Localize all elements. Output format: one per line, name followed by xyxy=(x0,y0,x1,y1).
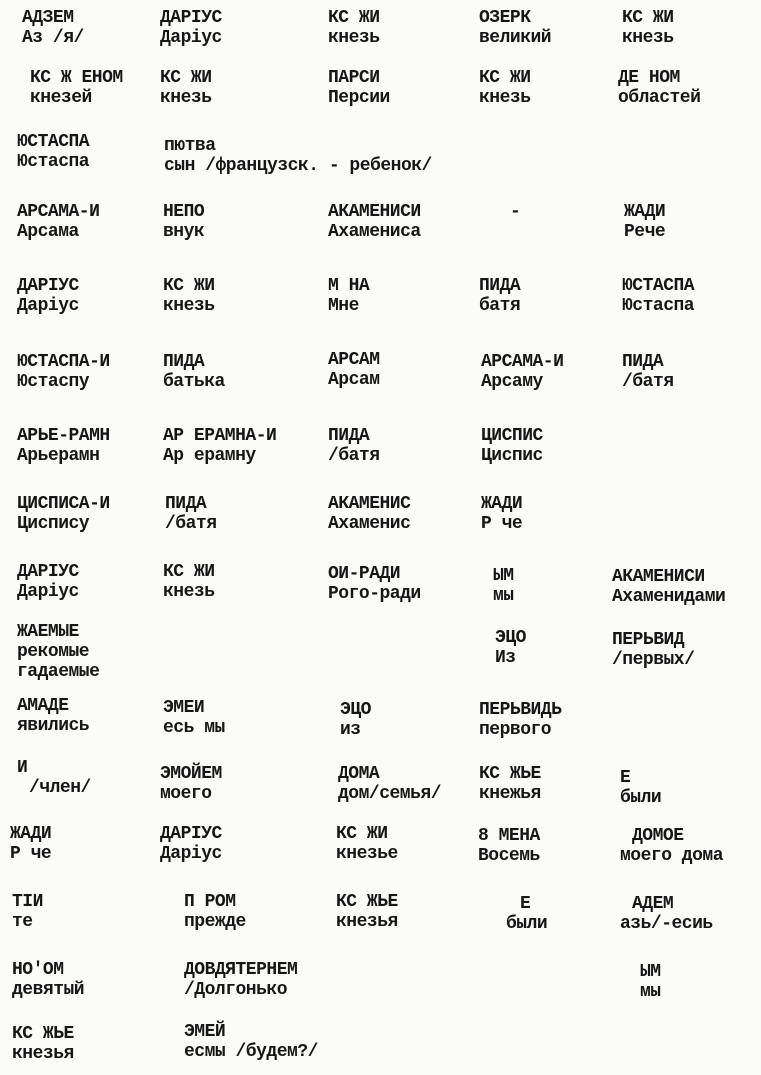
gloss: Из xyxy=(495,648,516,668)
transliteration: АМАДЕ xyxy=(17,696,69,716)
transliteration: ЖАЕМЫЕ xyxy=(17,622,79,642)
transliteration: ЮСТАСПА-И xyxy=(17,352,110,372)
transliteration: ЦИСПИС xyxy=(481,426,543,446)
word-cell xyxy=(612,567,725,607)
gloss: прежде xyxy=(184,912,246,932)
gloss: Ахаменидами xyxy=(612,587,726,607)
gloss: есмы /будем?/ xyxy=(184,1042,318,1062)
transliteration: TIИ xyxy=(12,892,43,912)
gloss: Юстаспа xyxy=(622,296,695,316)
word-cell xyxy=(328,68,390,108)
gloss: Арсаму xyxy=(481,372,543,392)
word-cell xyxy=(340,700,371,740)
word-cell xyxy=(12,892,43,932)
word-cell xyxy=(163,276,215,316)
word-cell xyxy=(620,826,723,866)
word-cell xyxy=(160,824,222,864)
word-cell xyxy=(328,276,369,316)
transliteration: ПИДА xyxy=(163,352,205,372)
transliteration: АКАМЕНИСИ xyxy=(612,567,705,587)
transliteration: КС ЖИ xyxy=(622,8,674,28)
transliteration: ЭЦО xyxy=(495,628,526,648)
transliteration: НО'ОМ xyxy=(12,960,64,980)
word-cell xyxy=(622,8,674,48)
transliteration: АРСАМА-И xyxy=(481,352,564,372)
gloss: есь мы xyxy=(163,718,225,738)
word-cell xyxy=(17,494,110,534)
word-cell xyxy=(164,136,432,176)
gloss: Мне xyxy=(328,296,359,316)
word-cell xyxy=(338,764,441,804)
word-cell xyxy=(163,426,276,466)
transliteration: ПИДА xyxy=(165,494,207,514)
transliteration: ЮСТАСПА xyxy=(17,132,90,152)
gloss: Рече xyxy=(624,222,666,242)
word-cell xyxy=(479,764,541,804)
transliteration: ДОВДЯТЕРНЕМ xyxy=(184,960,298,980)
gloss: девятый xyxy=(12,980,85,1000)
transliteration: КС ЖИ xyxy=(336,824,388,844)
gloss: кнезь xyxy=(622,28,674,48)
gloss: рекомые xyxy=(17,642,90,662)
gloss: Дарiус xyxy=(160,844,222,864)
gloss: моего xyxy=(160,784,212,804)
word-cell xyxy=(184,1022,318,1062)
transliteration: 8 МЕНА xyxy=(478,826,540,846)
word-cell xyxy=(640,962,661,1002)
gloss: кнезей xyxy=(30,88,92,108)
gloss: /батя xyxy=(165,514,217,534)
word-cell xyxy=(163,202,204,242)
gloss: кнезь xyxy=(163,582,215,602)
transliteration: ЫМ xyxy=(493,566,514,586)
word-cell xyxy=(622,276,694,316)
transliteration: Е xyxy=(520,894,531,914)
transliteration: АРСАМ xyxy=(328,350,380,370)
word-cell xyxy=(17,696,89,736)
word-cell xyxy=(478,826,540,866)
transliteration: ЖАДИ xyxy=(481,494,523,514)
transliteration: ПАРСИ xyxy=(328,68,380,88)
transliteration: КС ЖЬЕ xyxy=(336,892,398,912)
word-cell xyxy=(160,764,222,804)
transliteration: АДЗЕМ xyxy=(22,8,74,28)
gloss: Аз /я/ xyxy=(22,28,84,48)
gloss: Дарiус xyxy=(160,28,222,48)
word-cell xyxy=(495,628,526,668)
word-cell xyxy=(481,352,563,392)
transliteration: ПИДА xyxy=(622,352,664,372)
word-cell xyxy=(17,352,110,392)
word-cell xyxy=(479,700,561,740)
transliteration: ОЗЕРК xyxy=(479,8,531,28)
word-cell xyxy=(618,68,700,108)
transliteration: ДОМОЕ xyxy=(632,826,684,846)
gloss: Дарiус xyxy=(17,582,79,602)
word-cell xyxy=(506,894,547,934)
transliteration: АКАМЕНИСИ xyxy=(328,202,421,222)
gloss: азь/-есиь xyxy=(620,914,713,934)
word-cell xyxy=(17,276,79,316)
gloss: Юстаспа xyxy=(17,152,90,172)
gloss: Арсама xyxy=(17,222,79,242)
transliteration: ПЕРЬВИД xyxy=(612,630,685,650)
transliteration: КС ЖЬЕ xyxy=(12,1024,74,1044)
word-cell xyxy=(479,276,520,316)
word-cell xyxy=(624,202,665,242)
word-cell xyxy=(17,562,79,602)
transliteration: ПИДА xyxy=(328,426,370,446)
transliteration: ДАРIУС xyxy=(17,562,79,582)
gloss: Ахамениса xyxy=(328,222,421,242)
gloss: кнезь xyxy=(160,88,212,108)
word-cell xyxy=(328,8,380,48)
gloss: /Долгонько xyxy=(184,980,288,1000)
word-cell xyxy=(479,68,531,108)
transliteration: КС ЖИ xyxy=(163,276,215,296)
transliteration: КС ЖЬЕ xyxy=(479,764,541,784)
word-cell xyxy=(612,630,694,670)
word-cell xyxy=(17,202,99,242)
gloss: Р че xyxy=(481,514,523,534)
gloss: кнежья xyxy=(479,784,541,804)
transliteration: ДАРIУС xyxy=(160,824,222,844)
word-cell xyxy=(17,758,91,798)
word-cell xyxy=(17,622,99,682)
word-cell xyxy=(17,426,110,466)
gloss: Восемь xyxy=(478,846,540,866)
gloss: областей xyxy=(618,88,701,108)
transliteration: ЖАДИ xyxy=(10,824,52,844)
word-cell xyxy=(10,824,51,864)
transliteration: ОИ-РАДИ xyxy=(328,564,401,584)
transliteration: ЭМОЙЕМ xyxy=(160,764,222,784)
gloss: внук xyxy=(163,222,205,242)
transliteration: АКАМЕНИС xyxy=(328,494,411,514)
transliteration: ДАРIУС xyxy=(17,276,79,296)
transliteration: ПИДА xyxy=(479,276,521,296)
gloss: Р че xyxy=(10,844,52,864)
gloss: батя xyxy=(479,296,521,316)
transliteration: КС Ж ЕНОМ xyxy=(30,68,123,88)
transliteration: пютва xyxy=(164,136,216,156)
word-cell xyxy=(622,352,674,392)
transliteration: ЭЦО xyxy=(340,700,371,720)
gloss: те xyxy=(12,912,33,932)
transliteration: П РОМ xyxy=(184,892,236,912)
word-cell xyxy=(163,562,215,602)
transliteration: КС ЖИ xyxy=(163,562,215,582)
gloss: кнезь xyxy=(163,296,215,316)
transliteration: М НА xyxy=(328,276,370,296)
gloss: сын /французск. - ребенок/ xyxy=(164,156,432,176)
gloss: Ахаменис xyxy=(328,514,411,534)
gloss: Персии xyxy=(328,88,390,108)
gloss: Рого-ради xyxy=(328,584,421,604)
transliteration: НЕПО xyxy=(163,202,205,222)
transliteration: ЭМЕИ xyxy=(163,698,205,718)
transliteration: ЖАДИ xyxy=(624,202,666,222)
word-cell xyxy=(481,494,522,534)
word-cell xyxy=(328,564,421,604)
gloss: были xyxy=(506,914,548,934)
word-cell xyxy=(328,426,380,466)
transliteration: ЮСТАСПА xyxy=(622,276,695,296)
gloss: великий xyxy=(479,28,552,48)
word-cell xyxy=(163,352,225,392)
gloss: Ар ерамну xyxy=(163,446,256,466)
word-cell xyxy=(336,824,398,864)
word-cell xyxy=(493,566,514,606)
gloss: явились xyxy=(17,716,90,736)
word-cell xyxy=(328,350,380,390)
transliteration: КС ЖИ xyxy=(328,8,380,28)
gloss: мы xyxy=(640,982,661,1002)
transliteration: ДЕ НОМ xyxy=(618,68,680,88)
word-cell xyxy=(30,68,123,108)
gloss: кнезь xyxy=(328,28,380,48)
gloss: были xyxy=(620,788,662,808)
gloss: батька xyxy=(163,372,225,392)
gloss-second-line: гадаемые xyxy=(17,662,100,682)
word-cell xyxy=(481,426,543,466)
gloss: мы xyxy=(493,586,514,606)
transliteration: ЫМ xyxy=(640,962,661,982)
word-cell xyxy=(184,960,297,1000)
transliteration: АР ЕРАМНА-И xyxy=(163,426,277,446)
gloss: кнезья xyxy=(12,1044,74,1064)
gloss: моего дома xyxy=(620,846,724,866)
word-cell xyxy=(22,8,84,48)
transliteration: Е xyxy=(620,768,631,788)
gloss: /член/ xyxy=(29,778,91,798)
gloss: кнезья xyxy=(336,912,398,932)
gloss: Циспис xyxy=(481,446,543,466)
gloss: дом/семья/ xyxy=(338,784,442,804)
transliteration: ЭМЕЙ xyxy=(184,1022,226,1042)
transliteration: ДОМА xyxy=(338,764,380,784)
word-cell xyxy=(165,494,217,534)
transliteration: - xyxy=(510,202,521,222)
word-cell xyxy=(479,8,551,48)
word-cell xyxy=(328,494,410,534)
word-cell xyxy=(17,132,89,172)
word-cell xyxy=(336,892,398,932)
word-cell xyxy=(160,8,222,48)
transliteration: АДЕМ xyxy=(632,894,674,914)
word-cell xyxy=(328,202,421,242)
gloss: Циспису xyxy=(17,514,90,534)
word-cell xyxy=(160,68,212,108)
gloss: из xyxy=(340,720,361,740)
transliteration: АРСАМА-И xyxy=(17,202,100,222)
gloss: /батя xyxy=(622,372,674,392)
word-cell xyxy=(163,698,225,738)
word-cell xyxy=(12,1024,74,1064)
transliteration: КС ЖИ xyxy=(479,68,531,88)
gloss: /первых/ xyxy=(612,650,695,670)
word-cell xyxy=(620,894,713,934)
word-cell xyxy=(510,202,520,222)
gloss: кнезье xyxy=(336,844,398,864)
gloss: /батя xyxy=(328,446,380,466)
transliteration: ПЕРЬВИДЬ xyxy=(479,700,562,720)
gloss: кнезь xyxy=(479,88,531,108)
gloss: Арсам xyxy=(328,370,380,390)
transliteration: ЦИСПИСА-И xyxy=(17,494,110,514)
transliteration: И xyxy=(17,758,28,778)
gloss: Юстаспу xyxy=(17,372,90,392)
gloss: Дарiус xyxy=(17,296,79,316)
word-cell xyxy=(620,768,661,808)
gloss: первого xyxy=(479,720,552,740)
word-cell xyxy=(12,960,84,1000)
transliteration: ДАРIУС xyxy=(160,8,222,28)
gloss: Арьерамн xyxy=(17,446,100,466)
transliteration: АРЬЕ-РАМН xyxy=(17,426,110,446)
word-cell xyxy=(184,892,246,932)
transliteration: КС ЖИ xyxy=(160,68,212,88)
